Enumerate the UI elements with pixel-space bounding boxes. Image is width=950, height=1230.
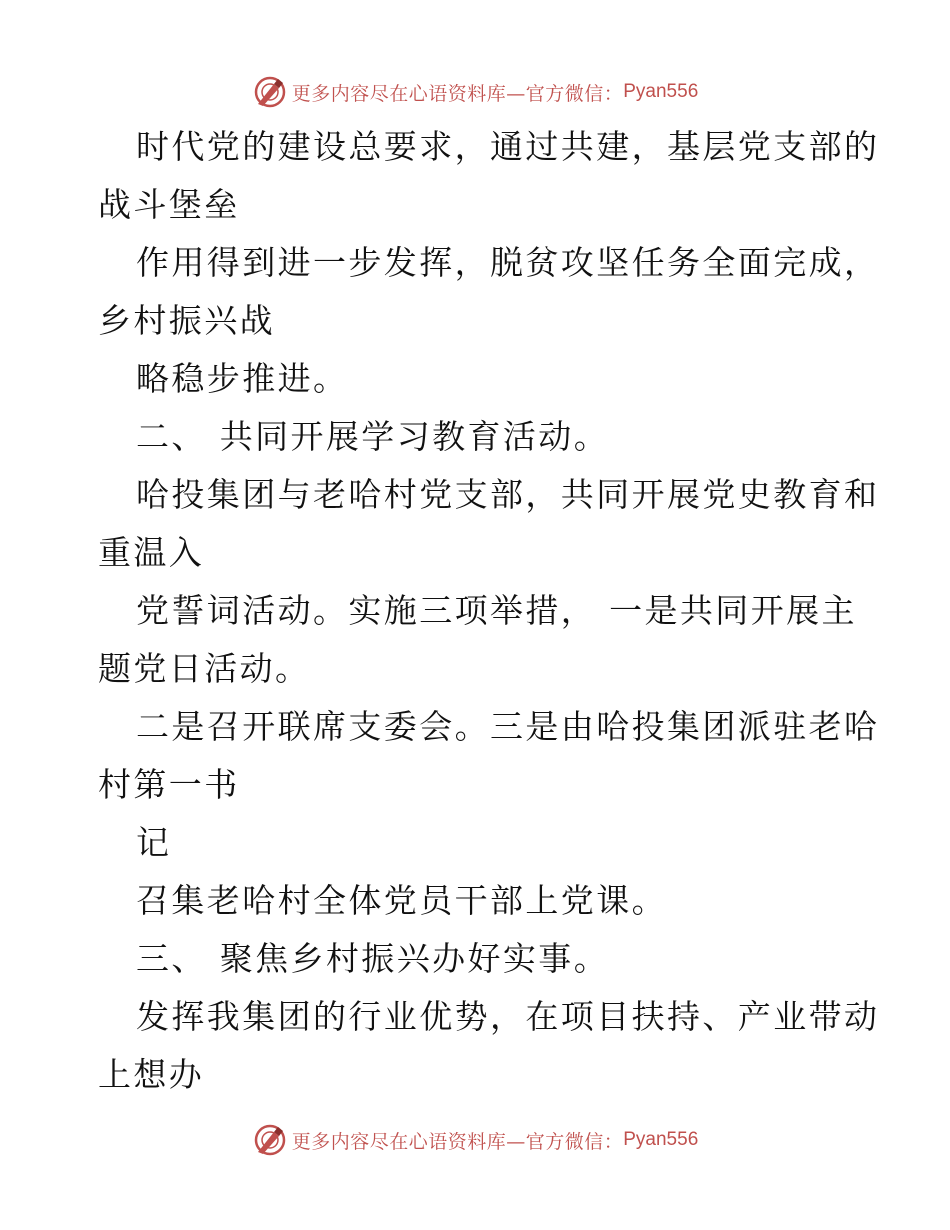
- text-line: 上想办: [98, 1055, 205, 1094]
- text-line: 乡村振兴战: [98, 301, 275, 340]
- pen-logo-icon: [252, 74, 288, 110]
- text-line: 党誓词活动。实施三项举措， 一是共同开展主: [136, 591, 857, 630]
- text-line: 召集老哈村全体党员干部上党课。: [136, 881, 667, 920]
- text-line: 记: [136, 823, 172, 862]
- section-heading: 二、 共同开展学习教育活动。: [136, 417, 610, 456]
- pen-logo-icon: [252, 1122, 288, 1158]
- header-watermark: [0, 72, 950, 112]
- document-body: [98, 118, 880, 1104]
- text-line: 重温入: [98, 533, 205, 572]
- text-line: 略稳步推进。: [136, 359, 349, 398]
- footer-watermark: [0, 1120, 950, 1160]
- text-line: 作用得到进一步发挥，脱贫攻坚任务全面完成，: [136, 243, 880, 282]
- text-line: 二是召开联席支委会。三是由哈投集团派驻老哈: [136, 707, 880, 746]
- text-line: 发挥我集团的行业优势，在项目扶持、产业带动: [136, 997, 880, 1036]
- text-line: 村第一书: [98, 765, 240, 804]
- text-line: 战斗堡垒: [98, 185, 240, 224]
- text-line: 时代党的建设总要求，通过共建，基层党支部的: [136, 127, 880, 166]
- footer-watermark-text: 更多内容尽在心语资料库—官方微信：: [291, 1130, 624, 1153]
- header-watermark-text: 更多内容尽在心语资料库—官方微信：: [291, 82, 624, 105]
- header-watermark-id: Pyan556: [623, 81, 699, 102]
- text-line: 哈投集团与老哈村党支部，共同开展党史教育和: [136, 475, 880, 514]
- text-line: 题党日活动。: [98, 649, 311, 688]
- footer-watermark-id: Pyan556: [623, 1129, 699, 1150]
- section-heading: 三、 聚焦乡村振兴办好实事。: [136, 939, 610, 978]
